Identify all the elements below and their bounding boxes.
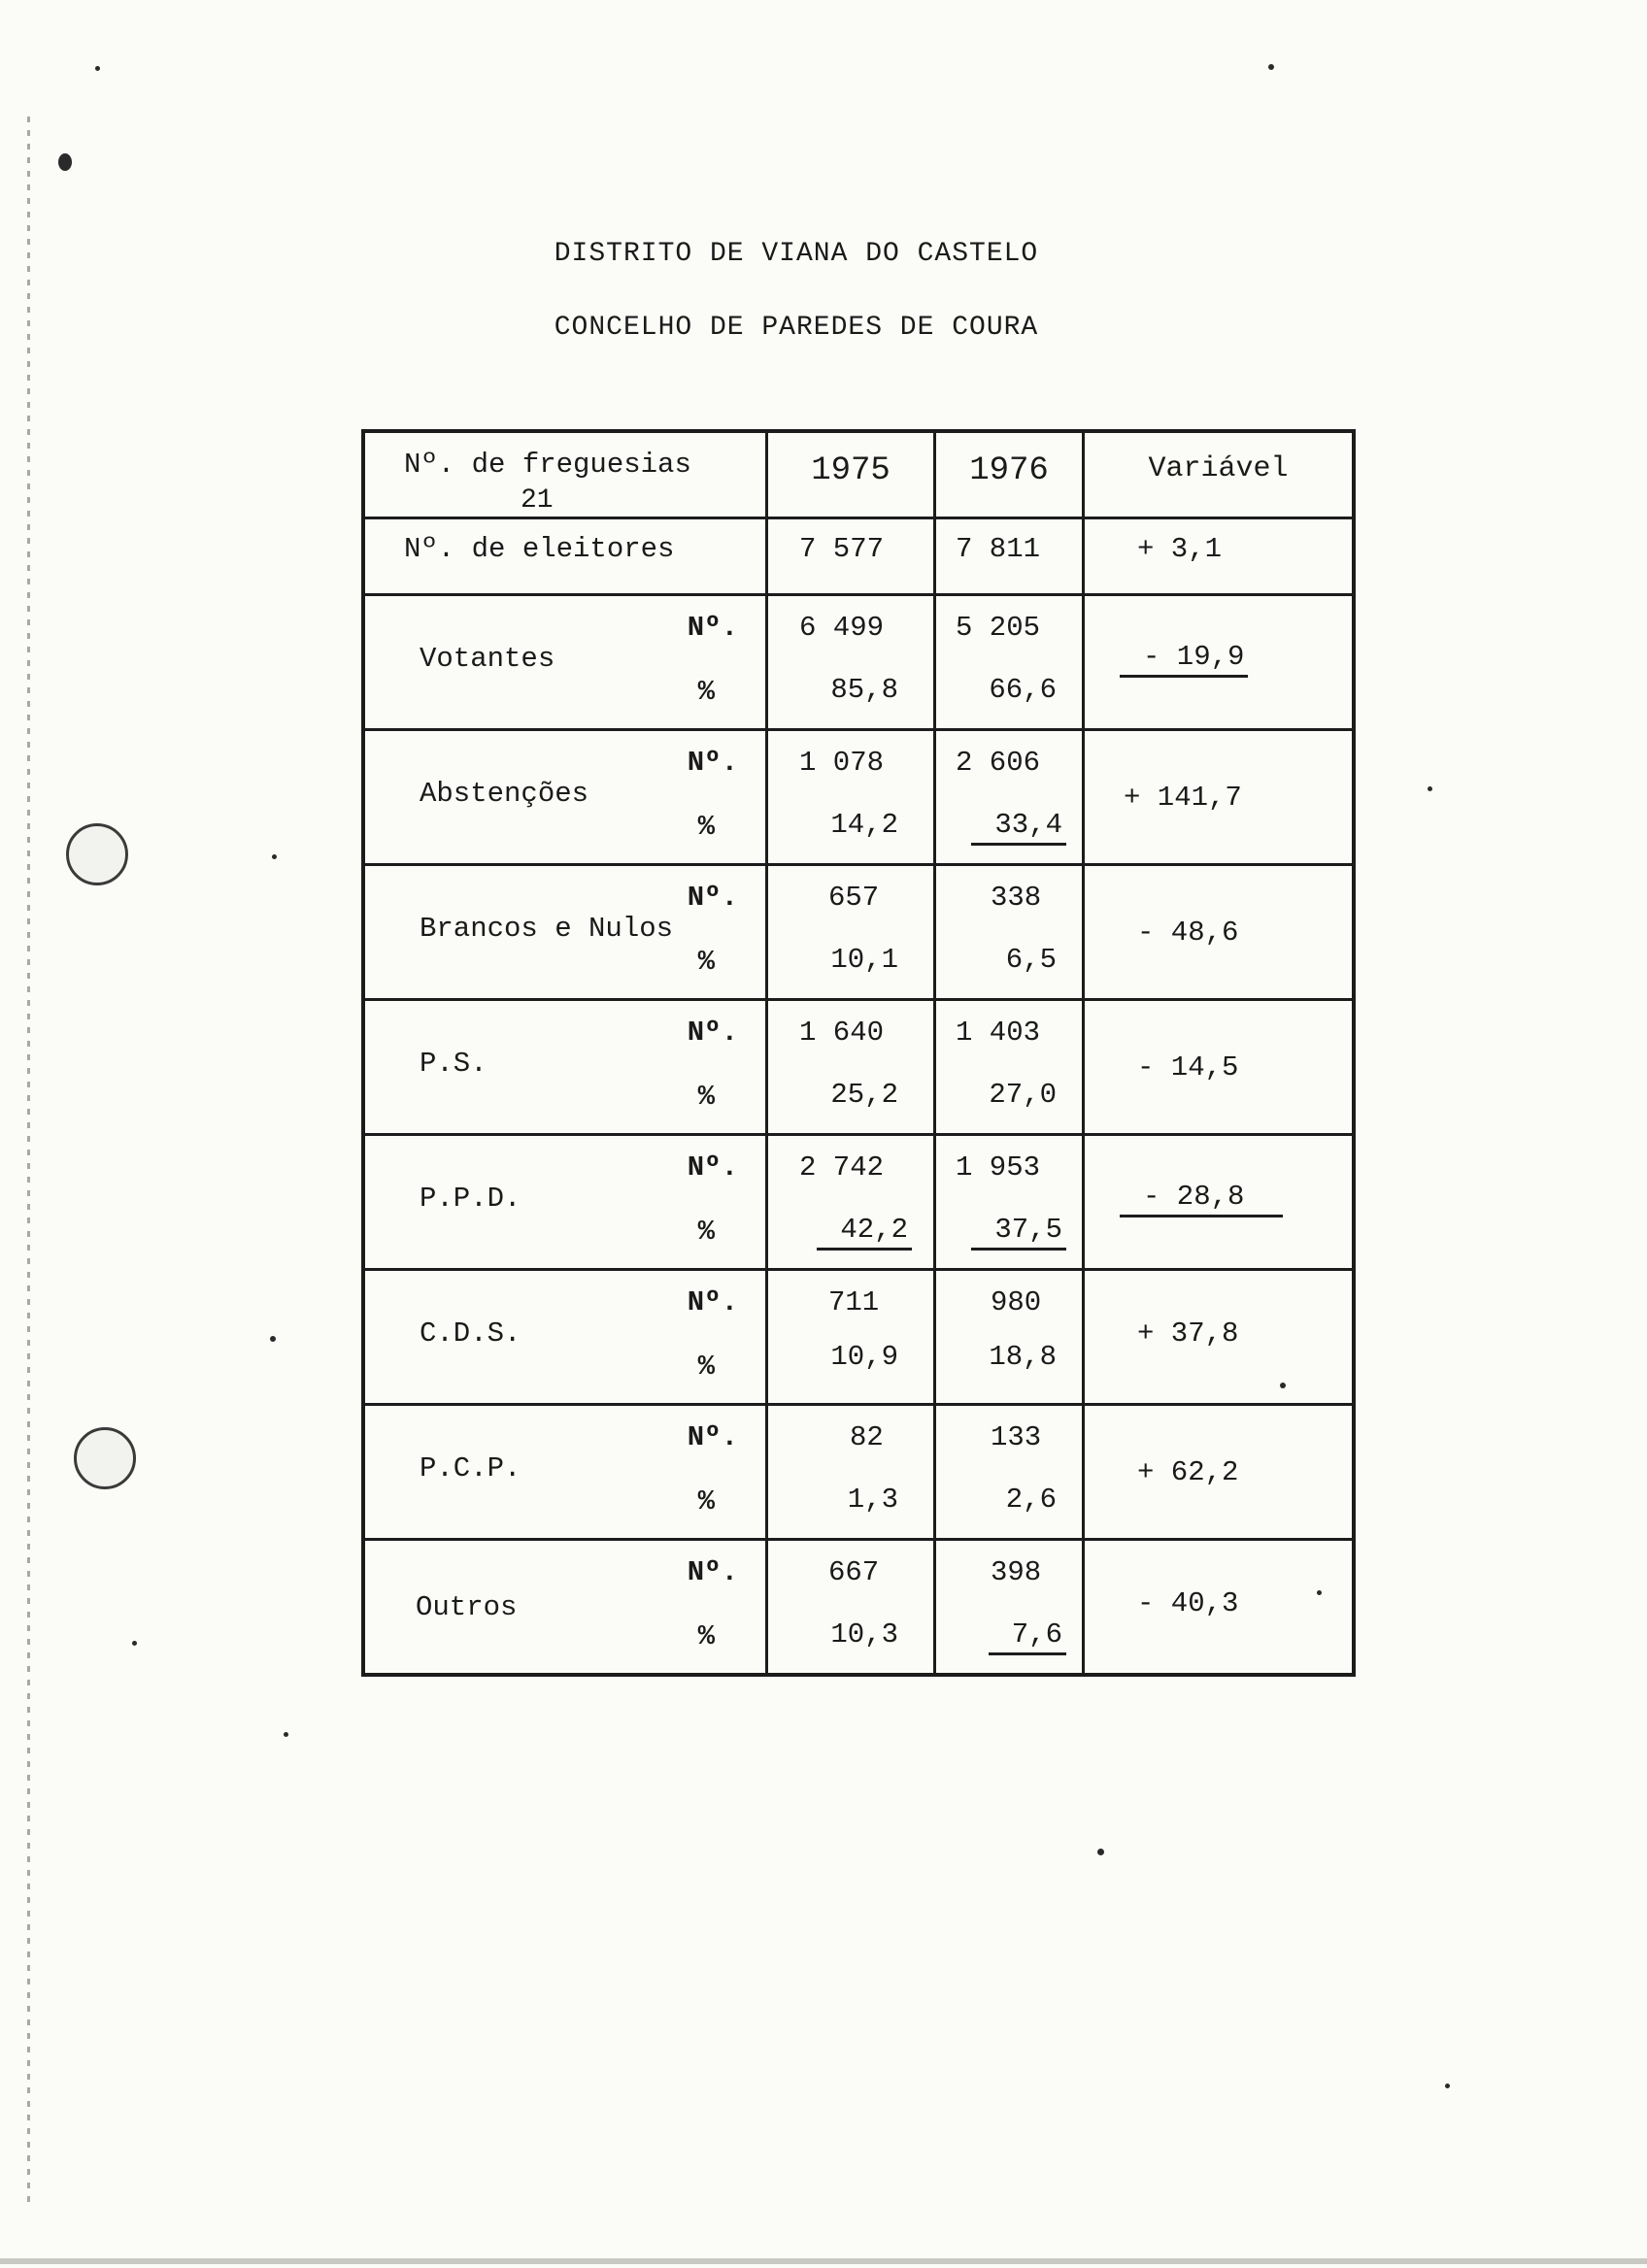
cell-1976	[935, 1540, 1084, 1676]
table-row	[363, 1540, 1354, 1676]
cell-1975	[767, 865, 935, 1000]
value-percent-1976: 27,0	[989, 1079, 1057, 1111]
value-number-1975: 6 499	[799, 612, 885, 644]
ink-speck	[272, 854, 277, 859]
value-number-1976: 398	[991, 1556, 1042, 1588]
number-marker: Nº.	[687, 1556, 738, 1588]
value-number-1976: 133	[991, 1421, 1042, 1453]
value-variation: - 14,5	[1137, 1051, 1239, 1084]
electors-variation: + 3,1	[1137, 533, 1223, 565]
row-label: Brancos e Nulos	[420, 913, 674, 945]
election-results-table	[361, 429, 1356, 1677]
row-label-cell	[363, 1135, 767, 1270]
electors-1975-cell	[767, 518, 935, 595]
cell-variation	[1084, 595, 1355, 730]
row-label-cell	[363, 595, 767, 730]
value-variation: - 40,3	[1137, 1587, 1239, 1619]
row-label: P.C.P.	[420, 1452, 521, 1484]
table-row	[363, 1000, 1354, 1135]
cell-variation	[1084, 865, 1355, 1000]
municipality-title: CONCELHO DE PAREDES DE COURA	[554, 313, 1039, 343]
number-marker: Nº.	[687, 1286, 738, 1318]
percent-marker: %	[697, 676, 715, 708]
value-number-1976: 2 606	[956, 747, 1041, 779]
electors-variation-cell	[1084, 518, 1355, 595]
row-label-cell	[363, 1405, 767, 1540]
row-label: P.P.D.	[420, 1183, 521, 1215]
header-variation: Variável	[1148, 452, 1289, 485]
cell-1976	[935, 730, 1084, 865]
value-number-1975: 711	[828, 1286, 880, 1318]
row-label-cell	[363, 865, 767, 1000]
header-parishes-cell	[363, 431, 767, 518]
row-label-cell	[363, 1000, 767, 1135]
cell-1976	[935, 865, 1084, 1000]
value-number-1975: 657	[828, 882, 880, 914]
header-1976: 1976	[969, 452, 1049, 489]
value-variation: + 141,7	[1124, 782, 1242, 814]
cell-1975	[767, 1540, 935, 1676]
row-label: C.D.S.	[420, 1317, 521, 1350]
value-number-1976: 5 205	[956, 612, 1041, 644]
ink-speck	[1428, 786, 1432, 791]
percent-marker: %	[697, 811, 715, 843]
header-1975: 1975	[811, 452, 891, 489]
percent-marker: %	[697, 1485, 715, 1518]
table-header-row	[363, 431, 1354, 518]
percent-marker: %	[697, 1216, 715, 1248]
cell-variation	[1084, 1000, 1355, 1135]
number-marker: Nº.	[687, 612, 738, 644]
header-variation-cell	[1084, 431, 1355, 518]
percent-marker: %	[697, 1081, 715, 1113]
row-label: Abstenções	[420, 778, 589, 810]
row-label-cell	[363, 730, 767, 865]
value-percent-1975: 85,8	[830, 674, 898, 706]
cell-variation	[1084, 1405, 1355, 1540]
cell-1975	[767, 1405, 935, 1540]
electors-1976-cell	[935, 518, 1084, 595]
row-label: Votantes	[420, 643, 555, 675]
ink-speck	[1445, 2084, 1450, 2088]
value-percent-1976: 66,6	[989, 674, 1057, 706]
punch-hole-top	[66, 823, 128, 885]
value-percent-1975: 25,2	[830, 1079, 898, 1111]
number-marker: Nº.	[687, 1421, 738, 1453]
value-percent-1975: 10,9	[830, 1341, 898, 1373]
number-marker: Nº.	[687, 1017, 738, 1049]
ink-speck	[1268, 64, 1274, 70]
table-row	[363, 730, 1354, 865]
percent-marker: %	[697, 946, 715, 978]
electors-label-cell	[363, 518, 767, 595]
percent-marker: %	[697, 1351, 715, 1383]
number-marker: Nº.	[687, 882, 738, 914]
value-number-1975: 667	[828, 1556, 880, 1588]
cell-1976	[935, 1000, 1084, 1135]
table-row	[363, 595, 1354, 730]
header-parishes-count: 21	[521, 485, 554, 516]
header-1975-cell	[767, 431, 935, 518]
value-variation: - 48,6	[1137, 917, 1239, 949]
value-percent-1976: 6,5	[1005, 944, 1057, 976]
page-edge-left	[27, 117, 30, 2204]
percent-marker: %	[697, 1620, 715, 1652]
ink-speck	[58, 153, 72, 171]
row-label: P.S.	[420, 1048, 487, 1080]
value-number-1976: 1 403	[956, 1017, 1041, 1049]
cell-1976	[935, 1405, 1084, 1540]
value-percent-1975: 42,2	[817, 1214, 912, 1251]
value-number-1975: 82	[850, 1421, 884, 1453]
number-marker: Nº.	[687, 1151, 738, 1184]
value-percent-1976: 18,8	[989, 1341, 1057, 1373]
value-number-1976: 980	[991, 1286, 1042, 1318]
value-percent-1976: 2,6	[1005, 1484, 1057, 1516]
cell-variation	[1084, 1540, 1355, 1676]
table-row	[363, 1135, 1354, 1270]
table-row	[363, 865, 1354, 1000]
value-number-1976: 338	[991, 882, 1042, 914]
row-label-cell	[363, 1540, 767, 1676]
cell-1975	[767, 730, 935, 865]
value-percent-1976: 7,6	[989, 1618, 1066, 1655]
ink-speck	[1097, 1849, 1104, 1855]
electors-1975: 7 577	[799, 533, 885, 565]
header-1976-cell	[935, 431, 1084, 518]
cell-1975	[767, 1135, 935, 1270]
value-variation: + 37,8	[1137, 1317, 1239, 1350]
cell-variation	[1084, 1135, 1355, 1270]
ink-speck	[95, 66, 100, 71]
value-number-1975: 1 078	[799, 747, 885, 779]
cell-1976	[935, 595, 1084, 730]
cell-1976	[935, 1270, 1084, 1405]
electors-row	[363, 518, 1354, 595]
cell-variation	[1084, 730, 1355, 865]
value-number-1975: 2 742	[799, 1151, 885, 1184]
cell-1975	[767, 1000, 935, 1135]
punch-hole-bottom	[74, 1427, 136, 1489]
electors-1976: 7 811	[956, 533, 1041, 565]
value-number-1975: 1 640	[799, 1017, 885, 1049]
electors-label: Nº. de eleitores	[404, 533, 675, 565]
cell-1976	[935, 1135, 1084, 1270]
value-variation: - 19,9	[1120, 641, 1248, 678]
district-title: DISTRITO DE VIANA DO CASTELO	[554, 239, 1039, 269]
ink-speck	[284, 1732, 288, 1737]
value-percent-1975: 1,3	[847, 1484, 898, 1516]
value-percent-1976: 33,4	[971, 809, 1066, 846]
page-edge-bottom	[0, 2258, 1647, 2264]
table-row	[363, 1405, 1354, 1540]
value-number-1976: 1 953	[956, 1151, 1041, 1184]
cell-variation	[1084, 1270, 1355, 1405]
value-percent-1975: 10,1	[830, 944, 898, 976]
cell-1975	[767, 595, 935, 730]
cell-1975	[767, 1270, 935, 1405]
value-variation: - 28,8	[1120, 1181, 1283, 1217]
ink-speck	[270, 1336, 276, 1342]
table-row	[363, 1270, 1354, 1405]
row-label-cell	[363, 1270, 767, 1405]
row-label: Outros	[416, 1591, 518, 1623]
header-parishes-label: Nº. de freguesias	[404, 449, 691, 481]
value-percent-1975: 10,3	[830, 1618, 898, 1651]
ink-speck	[132, 1641, 137, 1646]
value-variation: + 62,2	[1137, 1456, 1239, 1488]
number-marker: Nº.	[687, 747, 738, 779]
value-percent-1975: 14,2	[830, 809, 898, 841]
value-percent-1976: 37,5	[971, 1214, 1066, 1251]
